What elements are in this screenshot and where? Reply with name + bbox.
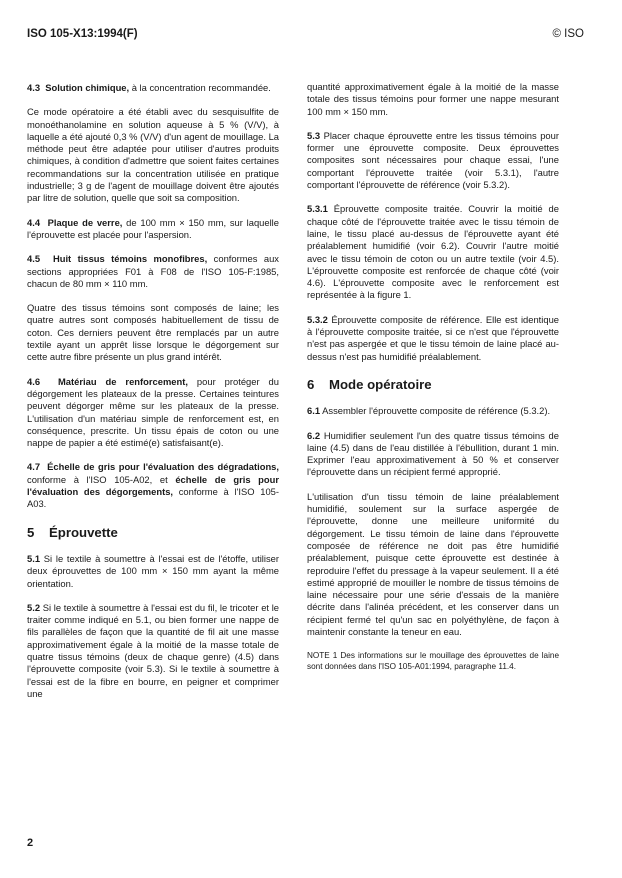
clause-5-1: 5.1 Si le textile à soumettre à l'essai est de l'étoffe, utiliser deux éprouvettes de 100 mm × 150 mm ayant la même orientation.: [27, 552, 279, 589]
copyright-notice: © ISO: [552, 28, 584, 40]
clause-5-3: 5.3 Placer chaque éprouvette entre les tissus témoins pour former une éprouvette composite. Deux éprouvettes composites sont nécessaires pour chaque essai, l'une comportant l'éprouvette traitée (voir 5.3.1), l'autre comportant l'éprouvette de référence (voir 5.3.2).: [307, 129, 559, 191]
paragraph-quatre-tissus: Quatre des tissus témoins sont composés de laine; les quatre autres sont composés habituellement de tissu de coton. Ces derniers peuvent être remplacés par un autre textile ayant un apprêt lisse lorsque le dégorgement sur cette autre fibre présente un plus grand intérêt.: [27, 302, 279, 363]
clause-4-3: 4.3 Solution chimique, à la concentration recommandée.: [27, 82, 271, 93]
page-number: 2: [27, 837, 34, 849]
clause-5-3-1: 5.3.1 Éprouvette composite traitée. Couvrir la moitié de chaque côté de l'éprouvette traitée avec le tissu témoin de laine, le tissu placé au-dessus de l'éprouvette ayant été préalablement humidifié (voir 6.2). Couvrir l'autre moitié avec le tissu témoin de coton ou un autre textile (voir 4.5). L'éprouvette composite est renforcée de chaque côté (voir 4.6). L'éprouvette composite avec le renforcement est représentée à la figure 1.: [307, 203, 559, 301]
clause-5-3-2: 5.3.2 Éprouvette composite de référence. Elle est identique à l'éprouvette composite traitée, si ce n'est que l'éprouvette n'est pas aspergée et que le tissu témoin de laine placé au-dessus n'est pas humidifié préalablement.: [307, 313, 559, 362]
section-6-heading: 6 Mode opératoire: [307, 376, 432, 392]
clause-5-2: 5.2 Si le textile à soumettre à l'essai est du fil, le tricoter et le traiter comme indiqué en 5.1, ou bien former une nappe de fils parallèles de façon que la quantité de fil ait une masse approximativement égale à la moitié de la masse totale de quatre tissus témoins (deux de chaque genre) (4.5) dans l'éprouvette composite (voir 5.3). Si le textile à soumettre à l'essai est de la fibre en bourre, en peigner et comprimer une: [27, 601, 279, 699]
standard-reference: ISO 105-X13:1994(F): [27, 28, 138, 40]
clause-4-6: 4.6 Matériau de renforcement, pour protéger du dégorgement les plateaux de la presse. Certaines teintures peuvent dégorger même sur les plateaux de la presse. L'utilisation d'un matériau simple de renforcement est, en conséquence, prescrite. Un tissu épais de coton ou une nappe de papier a été estimé(e) satisfaisant(e).: [27, 375, 279, 449]
note-1: NOTE 1 Des informations sur le mouillage des éprouvettes de laine sont données dans l'ISO 105-A01:1994, paragraphe 11.4.: [307, 651, 559, 672]
paragraph-mode-operatoire: Ce mode opératoire a été établi avec du sesquisulfite de monoéthanolamine en solution aqueuse à 5 % (V/V), à laquelle a été ajouté 0,3 % (V/V) d'un agent de mouillage. La méthode peut être adaptée pour utiliser d'autres produits chimiques, à condition d'admettre que soient faites certaines recommandations sur la concentration utilisée en pratique industrielle; 3 g de l'agent de mouillage doivent être ajoutés par litre de solution, quelle que soit sa composition.: [27, 106, 279, 204]
section-5-heading: 5 Éprouvette: [27, 524, 118, 540]
clause-6-1: 6.1 Assembler l'éprouvette composite de référence (5.3.2).: [307, 405, 551, 417]
paragraph-continuation: quantité approximativement égale à la moitié de la masse totale des tissus témoins pour former une nappe mesurant 100 mm × 150 mm.: [307, 81, 559, 117]
clause-6-2: 6.2 Humidifier seulement l'un des quatre tissus témoins de laine (4.5) dans de l'eau distillée à l'ébullition, durant 1 min. Exprimer l'eau approximativement à 50 % et conserver l'éprouvette dans un récipient fermé approprié.: [307, 429, 559, 478]
right-column: [307, 81, 559, 684]
clause-4-5: 4.5 Huit tissus témoins monofibres, conformes aux sections appropriées F01 à F08 de l'ISO 105-F:1985, chacun de 80 mm × 110 mm.: [27, 253, 279, 289]
clause-4-4: 4.4 Plaque de verre, de 100 mm × 150 mm, sur laquelle l'éprouvette est placée pour l'aspersion.: [27, 216, 279, 240]
left-column: [27, 82, 279, 712]
clause-4-7: 4.7 Échelle de gris pour l'évaluation des dégradations, conforme à l'ISO 105-A02, et échelle de gris pour l'évaluation des dégorgements, conforme à l'ISO 105-A03.: [27, 461, 280, 510]
paragraph-utilisation: L'utilisation d'un tissu témoin de laine préalablement humidifié, soulement sur la surface aspergée de l'éprouvette, donne une meilleure uniformité du dégorgement. Le tissu témoin de laine dans l'éprouvette composée de référence ne doit pas être humidifié préalablement, puisque cette éprouvette est destinée à reproduire l'effet du pressage à la vapeur seulement. Il a été estimé approprié de mouiller le nombre de tissus témoins de laine nécessaire pour une série d'essais de la manière décrite dans l'alinéa précédent, et les conserver dans un récipient fermé tel qu'un sac en polyéthylène, de façon à maintenir constante la teneur en eau.: [307, 490, 559, 637]
